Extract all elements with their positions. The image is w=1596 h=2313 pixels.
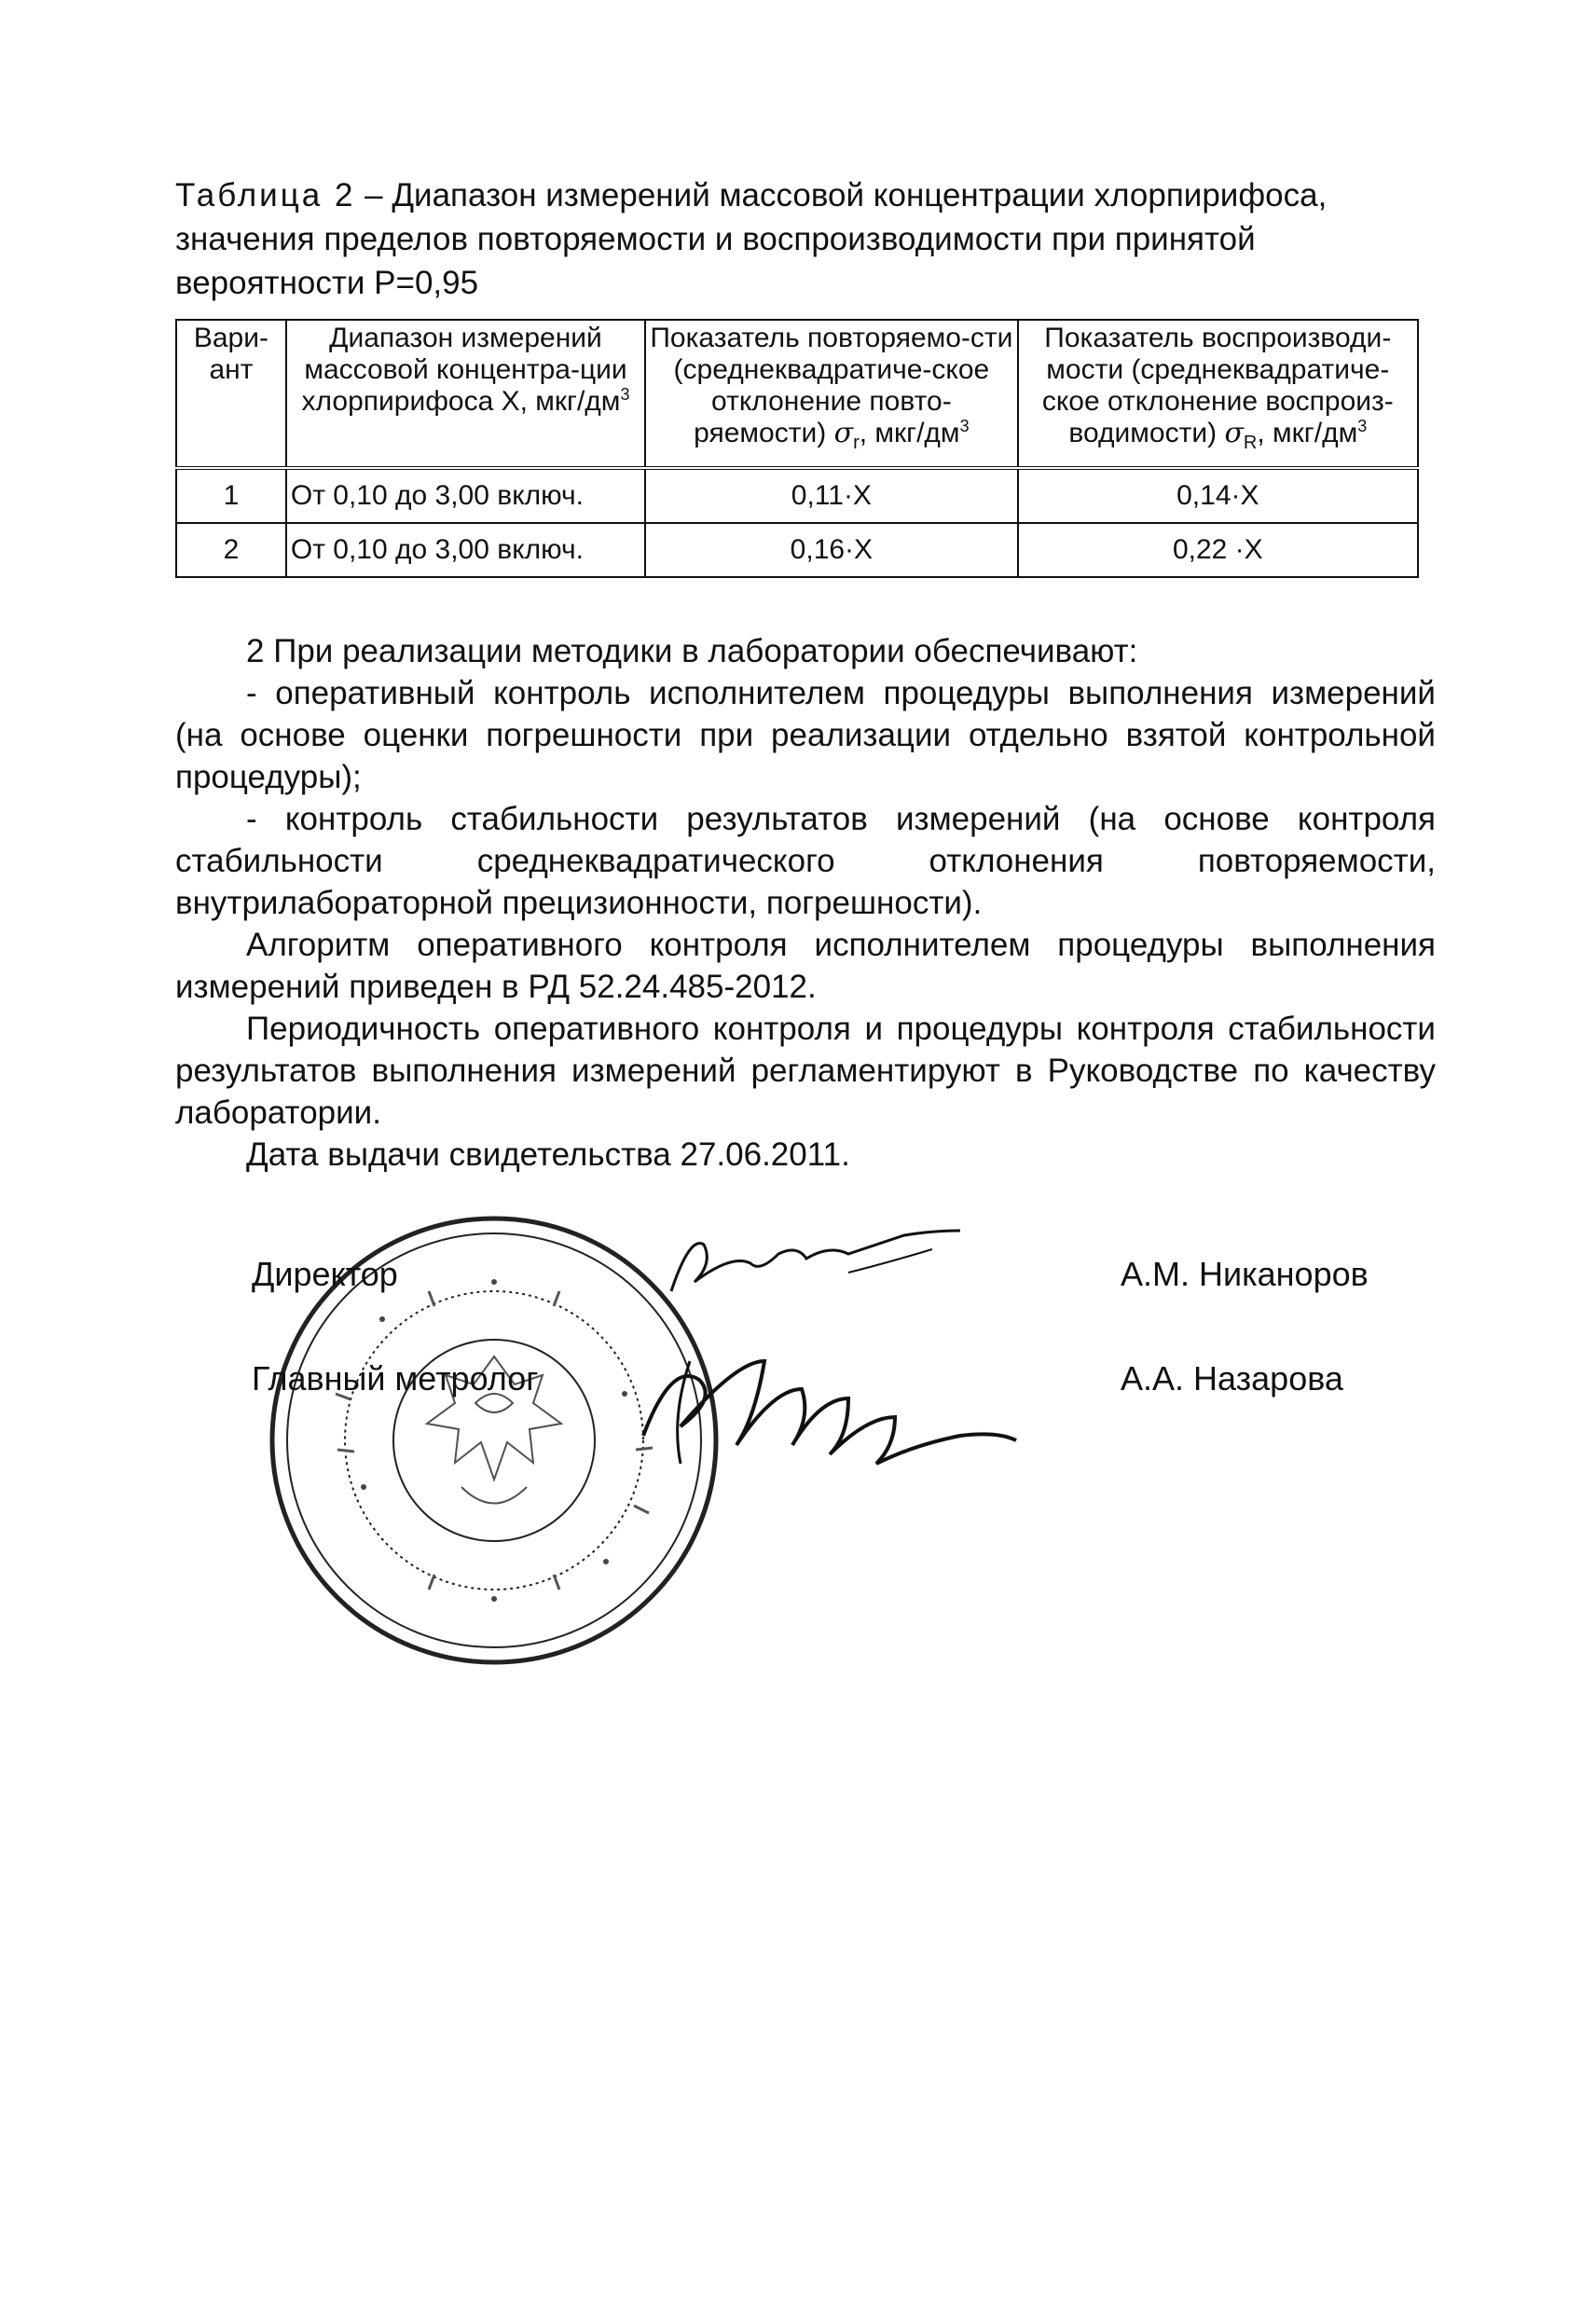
sigma-subscript-r: r <box>853 433 860 453</box>
paragraph-stability-control: - контроль стабильности результатов измерений (на основе контроля стабильности среднеквадратического отклонения повторяемости, внутрилабораторной прецизионности, погрешности). <box>175 801 1436 921</box>
metrologist-signature <box>634 1324 1100 1482</box>
header-repeatability-unit: , мкг/дм <box>859 418 960 448</box>
cell-sigma-r: 0,16·Х <box>645 523 1018 577</box>
director-name: А.М. Никаноров <box>1121 1255 1369 1293</box>
header-range-text: Диапазон измерений массовой концентра-ции хлорпирифоса Х, мкг/дм <box>301 323 627 417</box>
cell-range: От 0,10 до 3,00 включ. <box>286 523 645 577</box>
table-caption <box>175 173 1443 305</box>
paragraph-periodicity: Периодичность оперативного контроля и процедуры контроля стабильности результатов выполнения измерений регламентируют в Руководстве по качеству лаборатории. <box>175 1011 1436 1131</box>
table-caption-label: Таблица 2 <box>175 177 356 213</box>
header-reproducibility-unit: , мкг/дм <box>1257 418 1358 448</box>
chief-metrologist-title: Главный метролог <box>252 1359 539 1397</box>
director-signature <box>653 1217 1007 1319</box>
header-repeatability-text: Показатель повторяемо-сти (среднеквадратиче-ское отклонение повто-ряемости) <box>650 323 1013 448</box>
header-repeatability-sup: 3 <box>959 417 970 435</box>
cell-variant: 2 <box>176 523 286 577</box>
body-text <box>175 630 1436 1176</box>
paragraph-operative-control: - оперативный контроль исполнителем процедуры выполнения измерений (на основе оценки погрешности при реализации отдельно взятой контрольной процедуры); <box>175 675 1436 795</box>
paragraph-issue-date: Дата выдачи свидетельства 27.06.2011. <box>246 1136 850 1173</box>
header-reproducibility <box>1018 320 1418 468</box>
cell-sigma-R: 0,22 ·Х <box>1018 523 1418 577</box>
header-range <box>286 320 645 468</box>
cell-variant: 1 <box>176 468 286 523</box>
header-reproducibility-text: Показатель воспроизводи-мости (среднеквадратиче-ское отклонение воспроиз-водимости) <box>1041 323 1394 448</box>
sigma-symbol: σ <box>833 417 854 449</box>
header-repeatability <box>645 320 1018 468</box>
table-2 <box>175 319 1419 578</box>
sigma-symbol: σ <box>1224 417 1244 449</box>
sigma-subscript-R: R <box>1243 433 1258 453</box>
chief-metrologist-name: А.А. Назарова <box>1121 1359 1343 1397</box>
table-row <box>176 523 1418 577</box>
header-range-sup: 3 <box>620 385 630 404</box>
header-reproducibility-sup: 3 <box>1357 417 1368 435</box>
director-title: Директор <box>252 1255 398 1293</box>
table-row <box>176 468 1418 523</box>
paragraph-algorithm: Алгоритм оперативного контроля исполнителем процедуры выполнения измерений приведен в РД 52.24.485-2012. <box>175 927 1436 1005</box>
cell-sigma-R: 0,14·Х <box>1018 468 1418 523</box>
table-header-row <box>176 320 1418 468</box>
paragraph-intro: 2 При реализации методики в лаборатории обеспечивают: <box>246 633 1138 669</box>
table-caption-text: – Диапазон измерений массовой концентрации хлорпирифоса, значения пределов повторяемости и воспроизводимости при принятой вероятности Р=0,95 <box>175 177 1328 301</box>
header-variant: Вари- ант <box>176 320 286 468</box>
cell-range: От 0,10 до 3,00 включ. <box>286 468 645 523</box>
cell-sigma-r: 0,11·Х <box>645 468 1018 523</box>
